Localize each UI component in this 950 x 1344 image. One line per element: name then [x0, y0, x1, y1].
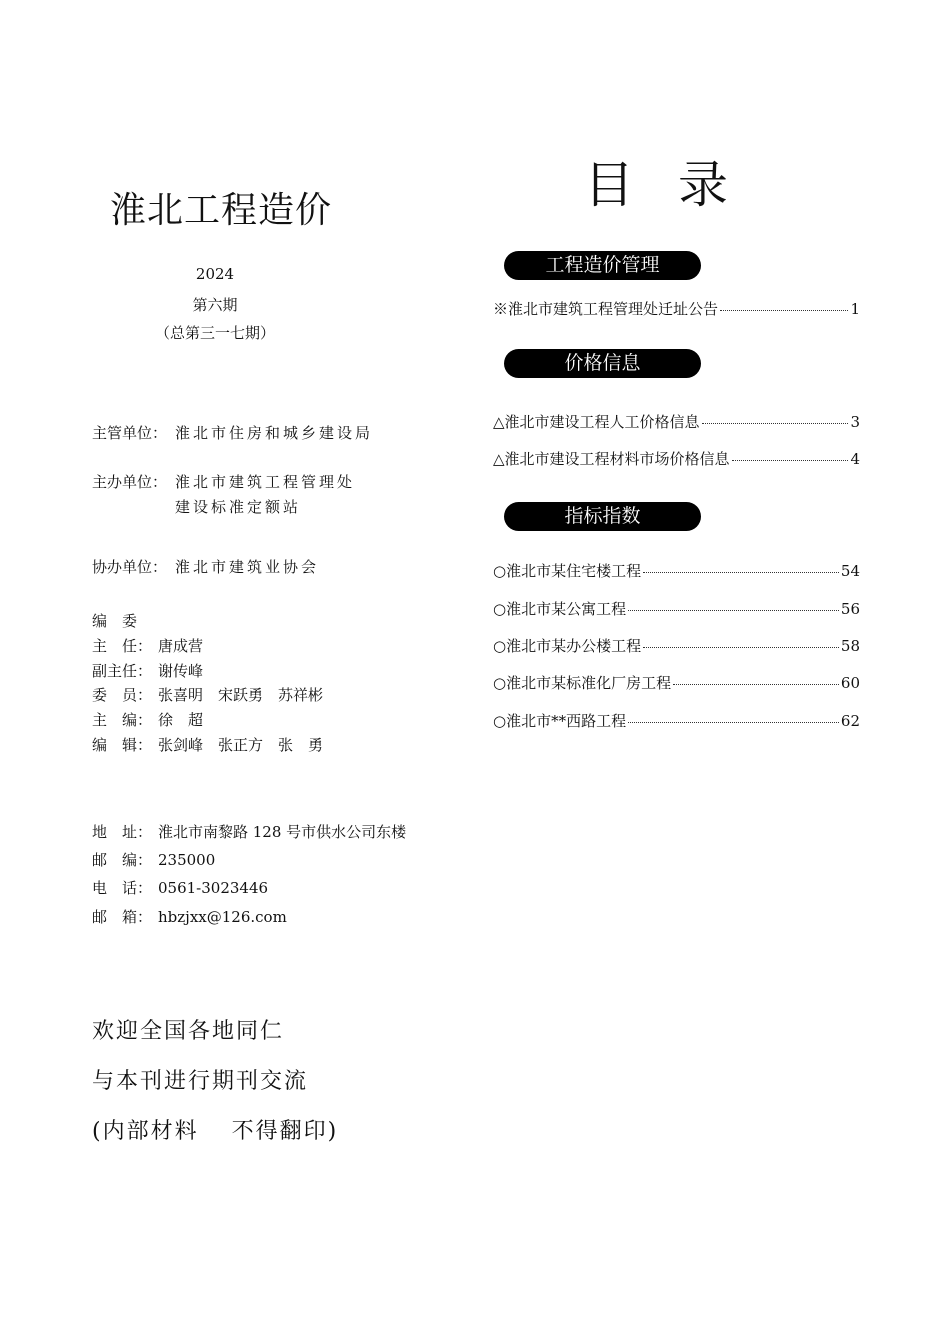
- toc-title-char: 目: [584, 156, 634, 214]
- toc-entry-title: ※淮北市建筑工程管理处迁址公告: [493, 300, 719, 318]
- issue-number: 第六期: [192, 296, 238, 314]
- toc-entry[interactable]: [493, 710, 860, 731]
- editorial-committee-heading: 编 委: [92, 612, 138, 630]
- toc-leader-dots: [673, 684, 839, 685]
- toc-leader-dots: [720, 310, 848, 311]
- contact-label: 地 址：: [92, 823, 153, 841]
- toc-leader-dots: [643, 647, 839, 648]
- toc-entry-title: ○淮北市某公寓工程: [493, 600, 627, 618]
- toc-title-char: 录: [678, 156, 728, 214]
- toc-entry-title: ○淮北市**西路工程: [493, 712, 627, 730]
- contact-value: 235000: [158, 851, 216, 869]
- toc-section-heading: 工程造价管理: [504, 251, 701, 280]
- welcome-line-3: (内部材料 不得翻印): [92, 1119, 339, 1144]
- toc-entry-page: 62: [840, 712, 860, 730]
- supervisor-value: 淮北市住房和城乡建设局: [175, 424, 374, 442]
- contact-value: 0561-3023446: [158, 879, 269, 897]
- toc-section-heading: 指标指数: [504, 502, 701, 531]
- toc-entry-page: 4: [850, 450, 860, 468]
- contact-address: [92, 821, 406, 842]
- contact-label: 电 话：: [92, 879, 153, 897]
- editorial-value: 张喜明 宋跃勇 苏祥彬: [158, 686, 324, 704]
- editorial-label: 主 任：: [92, 637, 153, 655]
- sponsor-label: 主办单位：: [92, 473, 168, 491]
- total-issue: （总第三一七期）: [154, 324, 275, 342]
- contact-value: 淮北市南黎路 128 号市供水公司东楼: [158, 823, 407, 841]
- supervisor-label: 主管单位：: [92, 424, 168, 442]
- contact-postcode: [92, 849, 215, 870]
- toc-entry[interactable]: [493, 598, 860, 619]
- editorial-value: 徐 超: [158, 711, 204, 729]
- editorial-label: 编 辑：: [92, 736, 153, 754]
- toc-entry[interactable]: [493, 560, 860, 581]
- toc-leader-dots: [732, 460, 849, 461]
- editorial-value: 张剑峰 张正方 张 勇: [158, 736, 324, 754]
- sponsor-value-line2: 建设标准定额站: [175, 498, 302, 516]
- contact-label: 邮 编：: [92, 851, 153, 869]
- toc-entry-page: 60: [840, 674, 860, 692]
- toc-entry-title: △淮北市建设工程人工价格信息: [493, 413, 700, 431]
- editorial-line: [92, 709, 203, 730]
- toc-entry-title: ○淮北市某办公楼工程: [493, 637, 642, 655]
- contact-phone: [92, 877, 268, 898]
- toc-entry-title: △淮北市建设工程材料市场价格信息: [493, 450, 730, 468]
- editorial-line: [92, 635, 203, 656]
- editorial-label: 副主任：: [92, 662, 153, 680]
- contact-label: 邮 箱：: [92, 908, 153, 926]
- editorial-value: 唐成营: [158, 637, 204, 655]
- toc-leader-dots: [643, 572, 839, 573]
- toc-leader-dots: [628, 722, 839, 723]
- toc-entry-page: 1: [850, 300, 860, 318]
- editorial-line: [92, 660, 203, 681]
- toc-section-heading: 价格信息: [504, 349, 701, 378]
- toc-entry-page: 3: [850, 413, 860, 431]
- toc-title: [584, 145, 728, 217]
- welcome-line-1: 欢迎全国各地同仁: [92, 1019, 285, 1044]
- co-sponsor-label: 协办单位：: [92, 558, 168, 576]
- editorial-line: [92, 684, 323, 705]
- editorial-value: 谢传峰: [158, 662, 204, 680]
- toc-entry[interactable]: [493, 298, 860, 319]
- toc-entry-page: 58: [840, 637, 860, 655]
- co-sponsor-value: 淮北市建筑业协会: [175, 558, 320, 576]
- toc-entry-page: 54: [840, 562, 860, 580]
- toc-leader-dots: [702, 423, 849, 424]
- toc-entry[interactable]: [493, 448, 860, 469]
- toc-entry[interactable]: [493, 635, 860, 656]
- contact-value: hbzjxx@126.com: [158, 908, 287, 926]
- toc-leader-dots: [628, 610, 839, 611]
- toc-entry-title: ○淮北市某标准化厂房工程: [493, 674, 672, 692]
- toc-entry-title: ○淮北市某住宅楼工程: [493, 562, 642, 580]
- contact-email: [92, 906, 287, 927]
- editorial-label: 委 员：: [92, 686, 153, 704]
- welcome-line-2: 与本刊进行期刊交流: [92, 1069, 309, 1094]
- editorial-label: 主 编：: [92, 711, 153, 729]
- toc-entry[interactable]: [493, 411, 860, 432]
- sponsor-value-line1: 淮北市建筑工程管理处: [175, 473, 356, 491]
- magazine-title: 淮北工程造价: [110, 190, 333, 231]
- editorial-line: [92, 734, 323, 755]
- toc-entry-page: 56: [840, 600, 860, 618]
- issue-year: 2024: [195, 265, 235, 283]
- toc-entry[interactable]: [493, 672, 860, 693]
